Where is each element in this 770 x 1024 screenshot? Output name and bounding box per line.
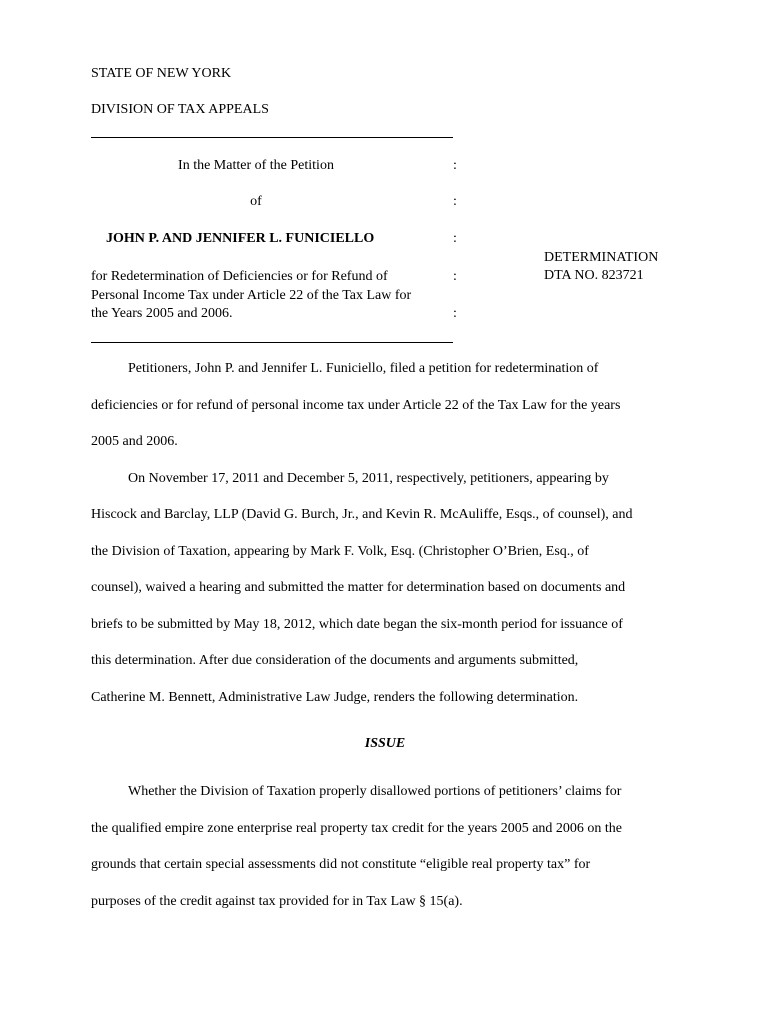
caption-bottom-rule: [91, 342, 453, 343]
caption-colon: :: [453, 231, 457, 246]
paragraph-line: Petitioners, John P. and Jennifer L. Funiciello, filed a petition for redetermination of: [128, 361, 599, 376]
paragraph-line: briefs to be submitted by May 18, 2012, which date began the six-month period for issuance of: [91, 617, 623, 632]
paragraph-line: deficiencies or for refund of personal income tax under Article 22 of the Tax Law for the years: [91, 398, 621, 413]
paragraph-line: purposes of the credit against tax provided for in Tax Law § 15(a).: [91, 894, 463, 909]
caption-petitioner-names: JOHN P. AND JENNIFER L. FUNICIELLO: [106, 231, 375, 246]
caption-top-rule: [91, 137, 453, 138]
paragraph-line: grounds that certain special assessments did not constitute “eligible real property tax” for: [91, 857, 591, 872]
caption-colon: :: [453, 269, 457, 284]
caption-purpose-line-3: the Years 2005 and 2006.: [91, 306, 233, 321]
caption-purpose-line-2: Personal Income Tax under Article 22 of the Tax Law for: [91, 288, 412, 303]
paragraph-line: On November 17, 2011 and December 5, 2011, respectively, petitioners, appearing by: [128, 471, 609, 486]
state-heading: STATE OF NEW YORK: [91, 66, 232, 81]
division-heading: DIVISION OF TAX APPEALS: [91, 102, 269, 117]
caption-colon: :: [453, 194, 457, 209]
caption-colon: :: [453, 158, 457, 173]
caption-purpose-line-1: for Redetermination of Deficiencies or for Refund of: [91, 269, 388, 284]
paragraph-line: the qualified empire zone enterprise real property tax credit for the years 2005 and 2006 on the: [91, 821, 623, 836]
paragraph-line: Hiscock and Barclay, LLP (David G. Burch, Jr., and Kevin R. McAuliffe, Esqs., of counsel), and: [91, 507, 633, 522]
paragraph-line: 2005 and 2006.: [91, 434, 178, 449]
caption-matter-line: In the Matter of the Petition: [178, 158, 334, 173]
paragraph-line: the Division of Taxation, appearing by Mark F. Volk, Esq. (Christopher O’Brien, Esq., of: [91, 544, 589, 559]
paragraph-line: this determination. After due consideration of the documents and arguments submitted,: [91, 653, 579, 668]
caption-colon: :: [453, 306, 457, 321]
paragraph-line: Catherine M. Bennett, Administrative Law Judge, renders the following determination.: [91, 690, 579, 705]
caption-of-line: of: [250, 194, 262, 209]
document-type-label: DETERMINATION: [544, 250, 659, 265]
paragraph-line: Whether the Division of Taxation properly disallowed portions of petitioners’ claims for: [128, 784, 622, 799]
issue-heading: ISSUE: [364, 736, 406, 751]
paragraph-line: counsel), waived a hearing and submitted the matter for determination based on documents and: [91, 580, 626, 595]
dta-number: DTA NO. 823721: [544, 268, 644, 283]
